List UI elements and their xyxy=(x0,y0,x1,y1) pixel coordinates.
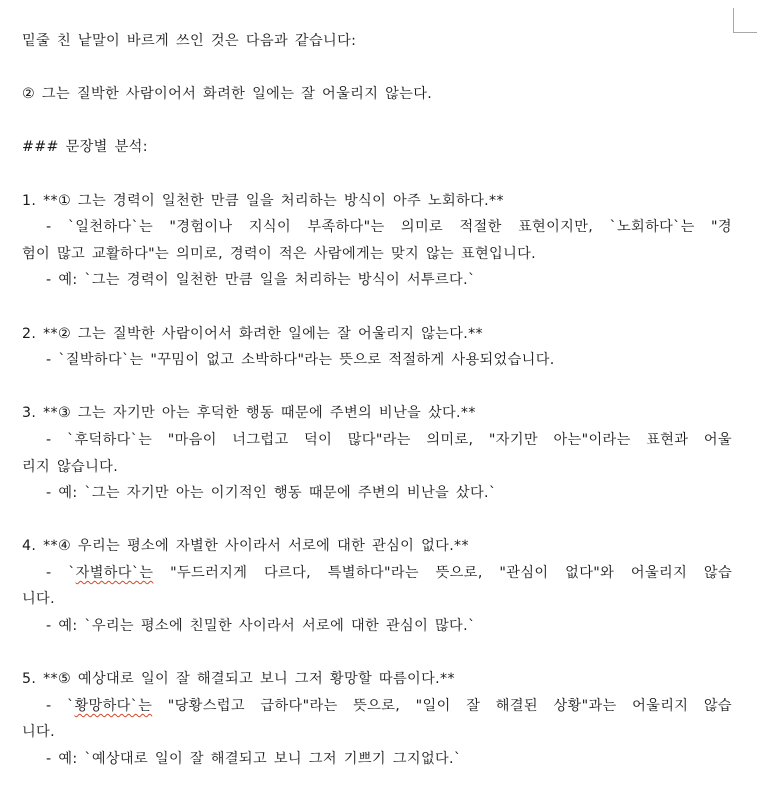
item-example: - 예: `우리는 평소에 친밀한 사이라서 서로에 대한 관심이 많다.` xyxy=(46,618,476,635)
item-explanation-line: - `황망하다`는 "당황스럽고 급하다"라는 뜻으로, "일이 잘 해결된 상황"과는 어울리지 않습 xyxy=(46,697,732,714)
intro-line: 밑줄 친 낱말이 바르게 쓰인 것은 다음과 같습니다: xyxy=(22,33,357,49)
item-example: - 예: `그는 경력이 일천한 만큼 일을 처리하는 방식이 서투르다.` xyxy=(46,272,476,289)
blank-line xyxy=(22,161,732,188)
item-example: - 예: `예상대로 일이 잘 해결되고 보니 그저 기쁘기 그지없다.` xyxy=(46,751,462,768)
blank-line xyxy=(22,294,732,321)
analysis-item-5 xyxy=(22,666,732,772)
blank-line xyxy=(22,55,732,82)
item-explanation-line: - `일천하다`는 "경험이나 지식이 부족하다"는 의미로 적절한 표현이지만, `노회하다`는 "경 xyxy=(46,219,732,236)
page-corner-marker xyxy=(733,8,757,33)
item-explanation-line: - `자별하다`는 "두드러지게 다르다, 특별하다"라는 뜻으로, "관심이 없다"와 어울리지 않습 xyxy=(46,564,732,581)
item-explanation-line: - `후덕하다`는 "마음이 너그럽고 덕이 많다"라는 의미로, "자기만 아는"이라는 표현과 어울 xyxy=(46,431,732,448)
blank-line xyxy=(22,640,732,667)
item-title: 5. **⑤ 예상대로 일이 잘 해결되고 보니 그저 황망할 따름이다.** xyxy=(22,671,455,688)
item-explanation-line: - `질박하다`는 "꾸밈이 없고 소박하다"라는 뜻으로 적절하게 사용되었습니다. xyxy=(46,352,555,369)
item-title: 1. **① 그는 경력이 일천한 만큼 일을 처리하는 방식이 아주 노회하다.** xyxy=(22,192,504,209)
analysis-item-4 xyxy=(22,533,732,639)
item-explanation-line: 니다. xyxy=(22,591,55,608)
item-explanation-line: 리지 않습니다. xyxy=(22,458,119,475)
analysis-item-1 xyxy=(22,188,732,294)
document-body[interactable] xyxy=(22,28,732,773)
analysis-heading: ### 문장별 분석: xyxy=(22,139,148,156)
item-explanation-line: 험이 많고 교활하다"는 의미로, 경력이 적은 사람에게는 맞지 않는 표현입니다. xyxy=(22,245,537,262)
analysis-item-2 xyxy=(22,321,732,374)
item-title: 3. **③ 그는 자기만 아는 후덕한 행동 때문에 주변의 비난을 샀다.** xyxy=(22,405,476,422)
analysis-item-3 xyxy=(22,400,732,506)
item-title: 2. **② 그는 질박한 사람이어서 화려한 일에는 잘 어울리지 않는다.** xyxy=(22,325,484,342)
item-explanation-line: 니다. xyxy=(22,724,55,741)
spellcheck-underline[interactable]: 황망하다`는 xyxy=(74,697,153,714)
blank-line xyxy=(22,507,732,534)
item-title: 4. **④ 우리는 평소에 자별한 사이라서 서로에 대한 관심이 없다.** xyxy=(22,538,469,555)
item-example: - 예: `그는 자기만 아는 이기적인 행동 때문에 주변의 비난을 샀다.` xyxy=(46,485,497,502)
answer-line: ② 그는 질박한 사람이어서 화려한 일에는 잘 어울리지 않는다. xyxy=(22,86,433,103)
spellcheck-underline[interactable]: 자별하다`는 xyxy=(75,564,154,581)
blank-line xyxy=(22,374,732,401)
blank-line xyxy=(22,108,732,135)
